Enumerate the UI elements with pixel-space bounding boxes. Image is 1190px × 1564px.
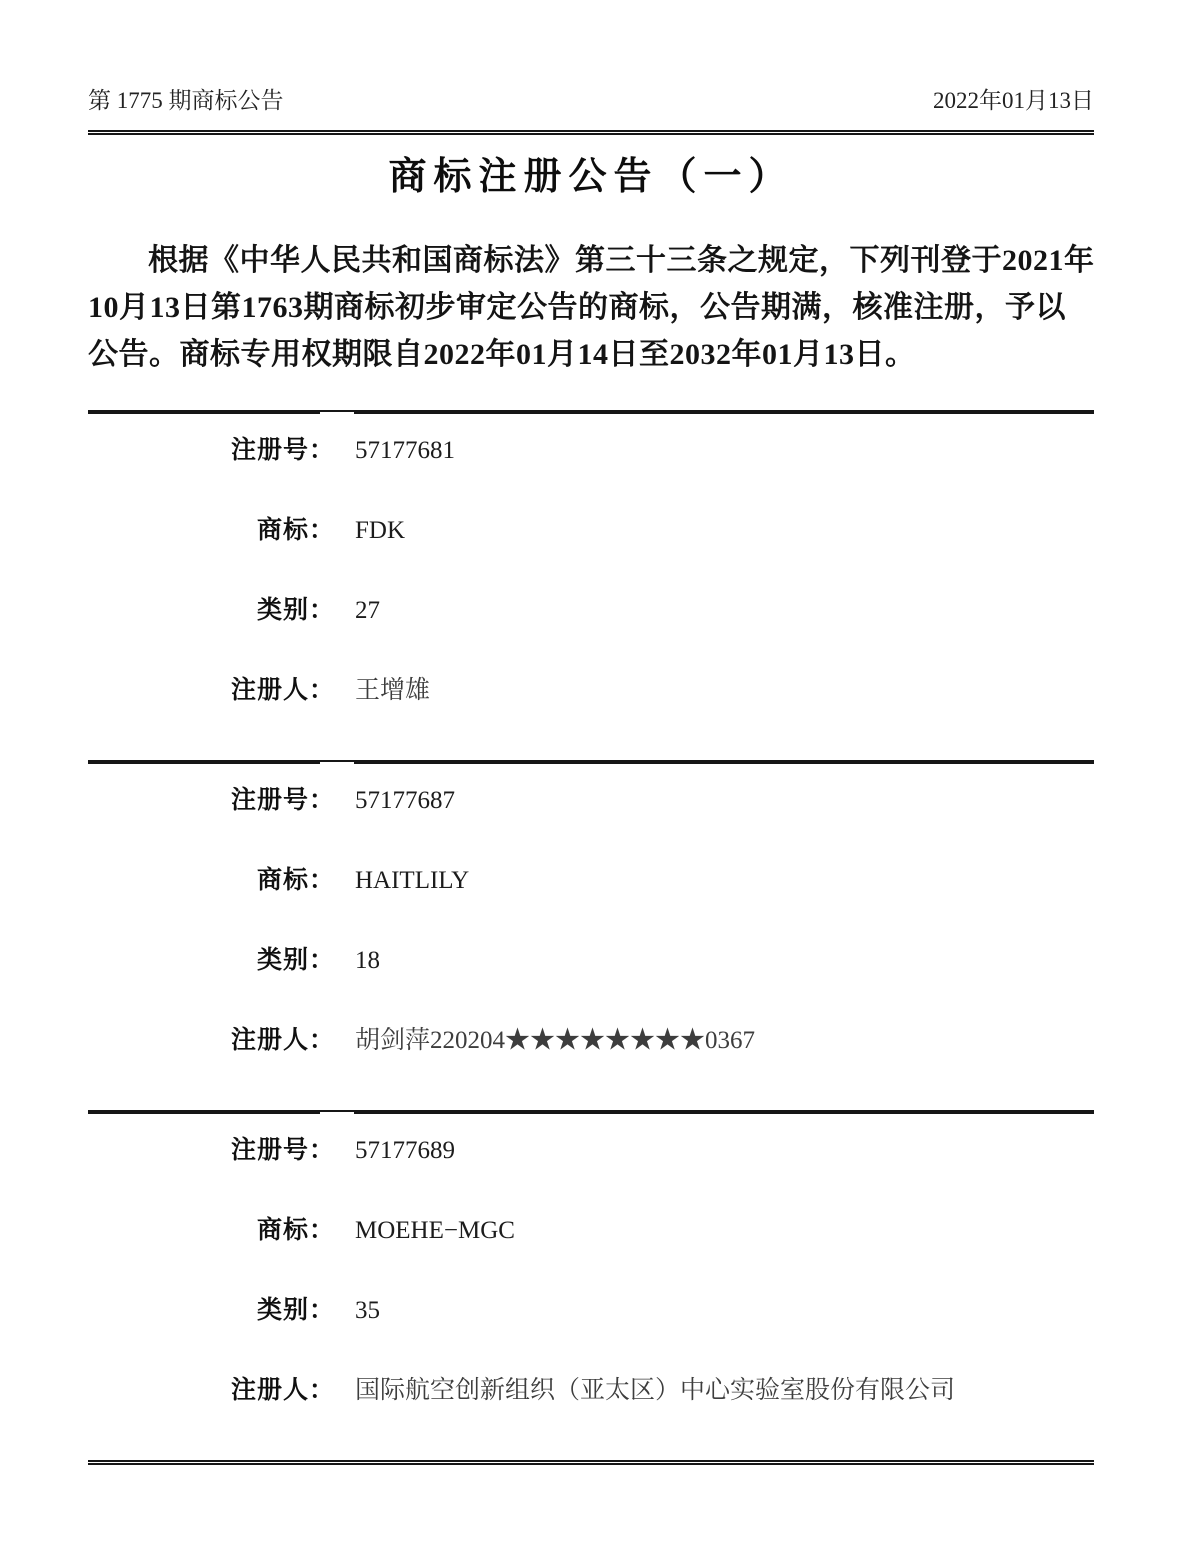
registrant-label: 注册人：: [230, 1026, 335, 1054]
registrant-label: 注册人：: [230, 1376, 335, 1404]
registrant-value: 王增雄: [355, 677, 431, 704]
regno-value: 57177689: [355, 1137, 455, 1164]
class-label: 类别：: [256, 1296, 335, 1324]
intro-paragraph: [88, 237, 1094, 378]
header-rule: [88, 130, 1094, 135]
mark-label: 商标：: [256, 866, 335, 894]
mark-value: HAITLILY: [355, 867, 470, 894]
regno-value: 57177681: [355, 437, 455, 464]
field-row-regno: [88, 780, 1094, 812]
mark-label: 商标：: [256, 1216, 335, 1244]
class-value: 35: [355, 1297, 380, 1324]
rule-notch: [320, 412, 354, 414]
registrant-value: 国际航空创新组织（亚太区）中心实验室股份有限公司: [355, 1377, 956, 1404]
mark-label: 商标：: [256, 516, 335, 544]
regno-label: 注册号：: [230, 436, 335, 464]
trademark-record-1: [88, 410, 1094, 760]
record-separator: [88, 410, 1094, 414]
field-row-regno: [88, 1130, 1094, 1162]
intro-line-1: 根据《中华人民共和国商标法》第三十三条之规定，下列刊登于2021年: [148, 244, 1095, 277]
record-separator: [88, 1110, 1094, 1114]
record-separator: [88, 760, 1094, 764]
class-label: 类别：: [256, 946, 335, 974]
field-row-class: [88, 940, 1094, 972]
trademark-record-2: [88, 760, 1094, 1110]
gazette-date-label: 2022年01月13日: [933, 88, 1094, 113]
regno-value: 57177687: [355, 787, 455, 814]
page-header: [88, 86, 1094, 116]
intro-line-3: 公告。商标专用权期限自2022年01月14日至2032年01月13日。: [88, 338, 916, 371]
field-row-class: [88, 1290, 1094, 1322]
trademark-record-3: [88, 1110, 1094, 1460]
class-label: 类别：: [256, 596, 335, 624]
field-row-registrant: [88, 1020, 1094, 1052]
field-row-mark: [88, 1210, 1094, 1242]
field-row-regno: [88, 430, 1094, 462]
regno-label: 注册号：: [230, 786, 335, 814]
registrant-label: 注册人：: [230, 676, 335, 704]
field-row-mark: [88, 510, 1094, 542]
gazette-issue-label: 第 1775 期商标公告: [88, 88, 284, 113]
class-value: 27: [355, 597, 380, 624]
field-row-class: [88, 590, 1094, 622]
intro-line-2: 10月13日第1763期商标初步审定公告的商标，公告期满，核准注册，予以: [88, 291, 1066, 324]
page-title: 商标注册公告（一）: [388, 156, 794, 198]
record-list: [88, 410, 1094, 1465]
mark-value: MOEHE−MGC: [355, 1217, 515, 1244]
field-row-registrant: [88, 670, 1094, 702]
rule-notch: [320, 762, 354, 764]
registrant-value: 胡剑萍220204★★★★★★★★0367: [355, 1027, 756, 1054]
bottom-rule: [88, 1460, 1094, 1465]
field-row-registrant: [88, 1370, 1094, 1402]
mark-value: FDK: [355, 517, 406, 544]
rule-notch: [320, 1112, 354, 1114]
class-value: 18: [355, 947, 380, 974]
field-row-mark: [88, 860, 1094, 892]
regno-label: 注册号：: [230, 1136, 335, 1164]
